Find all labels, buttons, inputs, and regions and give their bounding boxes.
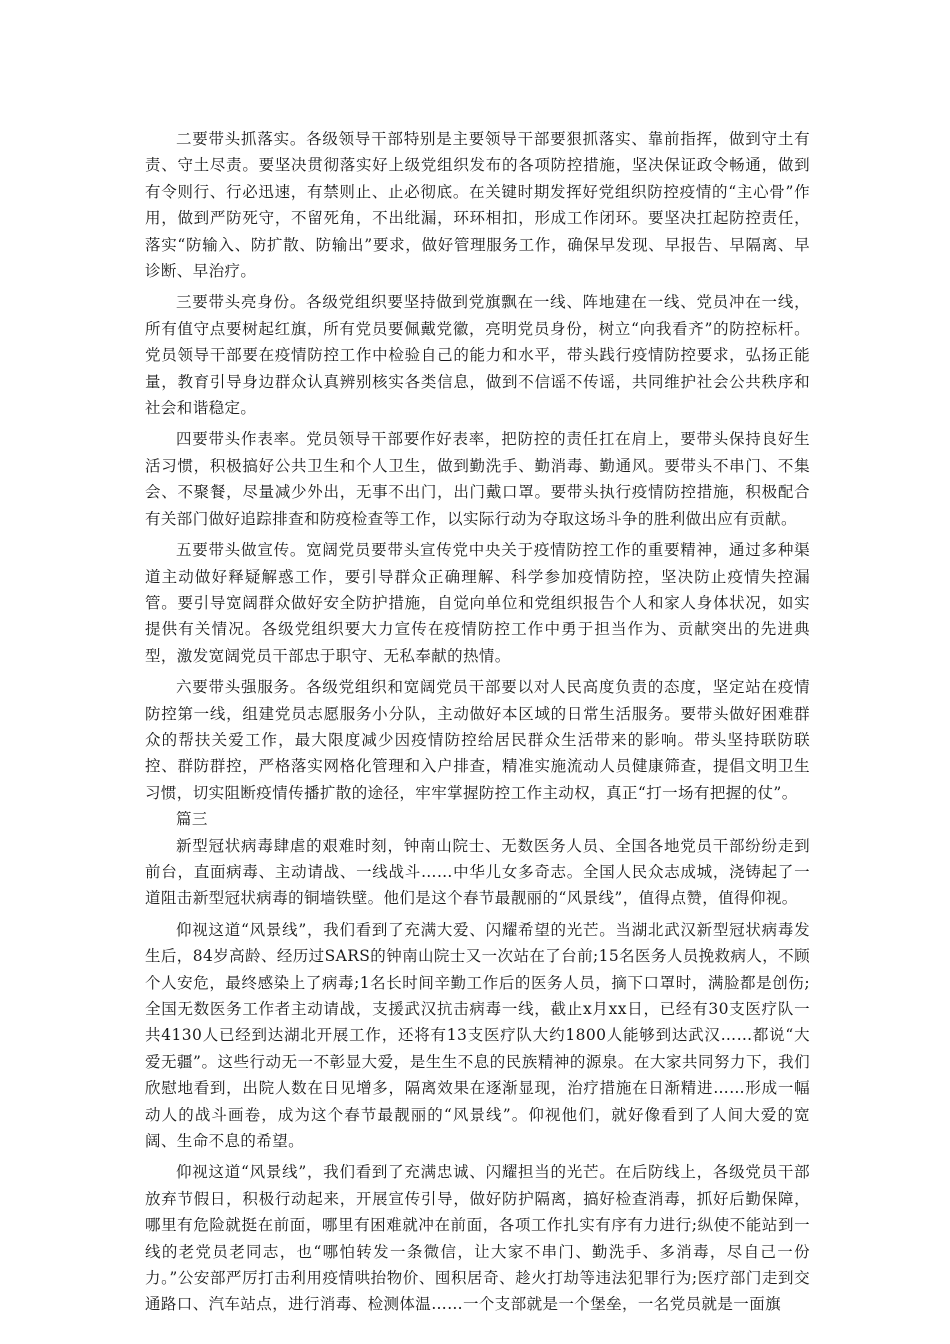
paragraph-leading-by-implementation: 二要带头抓落实。各级领导干部特别是主要领导干部要狠抓落实、靠前指挥，做到守土有责、守土尽责。要坚决贯彻落实好上级党组织发布的各项防控措施，坚决保证政令畅通，做到有令则行、行必迅速，有禁则止、止必彻底。在关键时期发挥好党组织防控疫情的“主心骨”作用，做到严防死守，不留死角，不出纰漏，环环相扣，形成工作闭环。要坚决扛起防控责任，落实“防输入、防扩散、防输出”要求，做好管理服务工作，确保早发现、早报告、早隔离、早诊断、早治疗。 — [145, 130, 810, 281]
section-heading: 篇三 — [176, 810, 208, 829]
paragraph-intro: 新型冠状病毒肆虐的艰难时刻，钟南山院士、无数医务人员、全国各地党员干部纷纷走到前台，直面病毒、主动请战、一线战斗……中华儿女多奇志。全国人民众志成城，浇铸起了一道阻击新型冠状病毒的铜墙铁壁。他们是这个春节最靓丽的“风景线”，值得点赞，值得仰视。 — [145, 836, 810, 908]
paragraph-loyalty-and-duty: 仰视这道“风景线”，我们看到了充满忠诚、闪耀担当的光芒。在后防线上，各级党员干部放弃节假日，积极行动起来，开展宣传引导，做好防护隔离，搞好检查消毒，抓好后勤保障，哪里有危险就挺在前面，哪里有困难就冲在前面，各项工作扎实有序有力进行;纵使不能站到一线的老党员老同志，也“哪怕转发一条微信，让大家不串门、勤洗手、多消毒，尽自己一份力。”公安部严厉打击利用疫情哄抬物价、囤积居奇、趁火打劫等违法犯罪行为;医疗部门走到交通路口、汽车站点，进行消毒、检测体温……一个支部就是一个堡垒，一名党员就是一面旗 — [145, 1163, 810, 1314]
document-body — [145, 126, 810, 1318]
paragraph-service: 六要带头强服务。各级党组织和宽阔党员干部要以对人民高度负责的态度，坚定站在疫情防控第一线，组建党员志愿服务小分队，主动做好本区域的日常生活服务。要带头做好困难群众的帮扶关爱工作，最大限度减少因疫情防控给居民群众生活带来的影响。带头坚持联防联控、群防群控，严格落实网格化管理和入户排查，精准实施流动人员健康筛查，提倡文明卫生习惯，切实阻断疫情传播扩散的途径，牢牢掌握防控工作主动权，真正“打一场有把握的仗”。 — [145, 678, 810, 802]
paragraph-showing-identity: 三要带头亮身份。各级党组织要坚持做到党旗飘在一线、阵地建在一线、党员冲在一线，所有值守点要树起红旗，所有党员要佩戴党徽，亮明党员身份，树立“向我看齐”的防控标杆。党员领导干部要在疫情防控工作中检验自己的能力和水平，带头践行疫情防控要求，弘扬正能量，教育引导身边群众认真辨别核实各类信息，做到不信谣不传谣，共同维护社会公共秩序和社会和谐稳定。 — [145, 293, 810, 418]
paragraph-setting-example: 四要带头作表率。党员领导干部要作好表率，把防控的责任扛在肩上，要带头保持良好生活习惯，积极搞好公共卫生和个人卫生，做到勤洗手、勤消毒、勤通风。要带头不串门、不集会、不聚餐，尽量减少外出，无事不出门，出门戴口罩。要带头执行疫情防控措施，积极配合有关部门做好追踪排查和防疫检查等工作，以实际行动为夺取这场斗争的胜利做出应有贡献。 — [145, 430, 810, 528]
paragraph-love-and-hope: 仰视这道“风景线”，我们看到了充满大爱、闪耀希望的光芒。当湖北武汉新型冠状病毒发生后，84岁高龄、经历过SARS的钟南山院士又一次站在了台前;15名医务人员挽救病人，不顾个人安危，最终感染上了病毒;1名长时间辛勤工作后的医务人员，摘下口罩时，满脸都是创伤;全国无数医务工作者主动请战，支援武汉抗击病毒一线，截止x月xx日，已经有30支医疗队一共4130人已经到达湖北开展工作，还将有13支医疗队大约1800人能够到达武汉……都说“大爱无疆”。这些行动无一不彰显大爱，是生生不息的民族精神的源泉。在大家共同努力下，我们欣慰地看到，出院人数在日见增多，隔离效果在逐渐显现，治疗措施在日渐精进……形成一幅动人的战斗画卷，成为这个春节最靓丽的“风景线”。仰视他们，就好像看到了人间大爱的宽阔、生命不息的希望。 — [145, 920, 810, 1151]
paragraph-publicity: 五要带头做宣传。宽阔党员要带头宣传党中央关于疫情防控工作的重要精神，通过多种渠道主动做好释疑解惑工作，要引导群众正确理解、科学参加疫情防控，坚决防止疫情失控漏管。要引导宽阔群众做好安全防护措施，自觉向单位和党组织报告个人和家人身体状况，如实提供有关情况。各级党组织要大力宣传在疫情防控工作中勇于担当作为、贡献突出的先进典型，激发宽阔党员干部忠于职守、无私奉献的热情。 — [145, 541, 810, 665]
